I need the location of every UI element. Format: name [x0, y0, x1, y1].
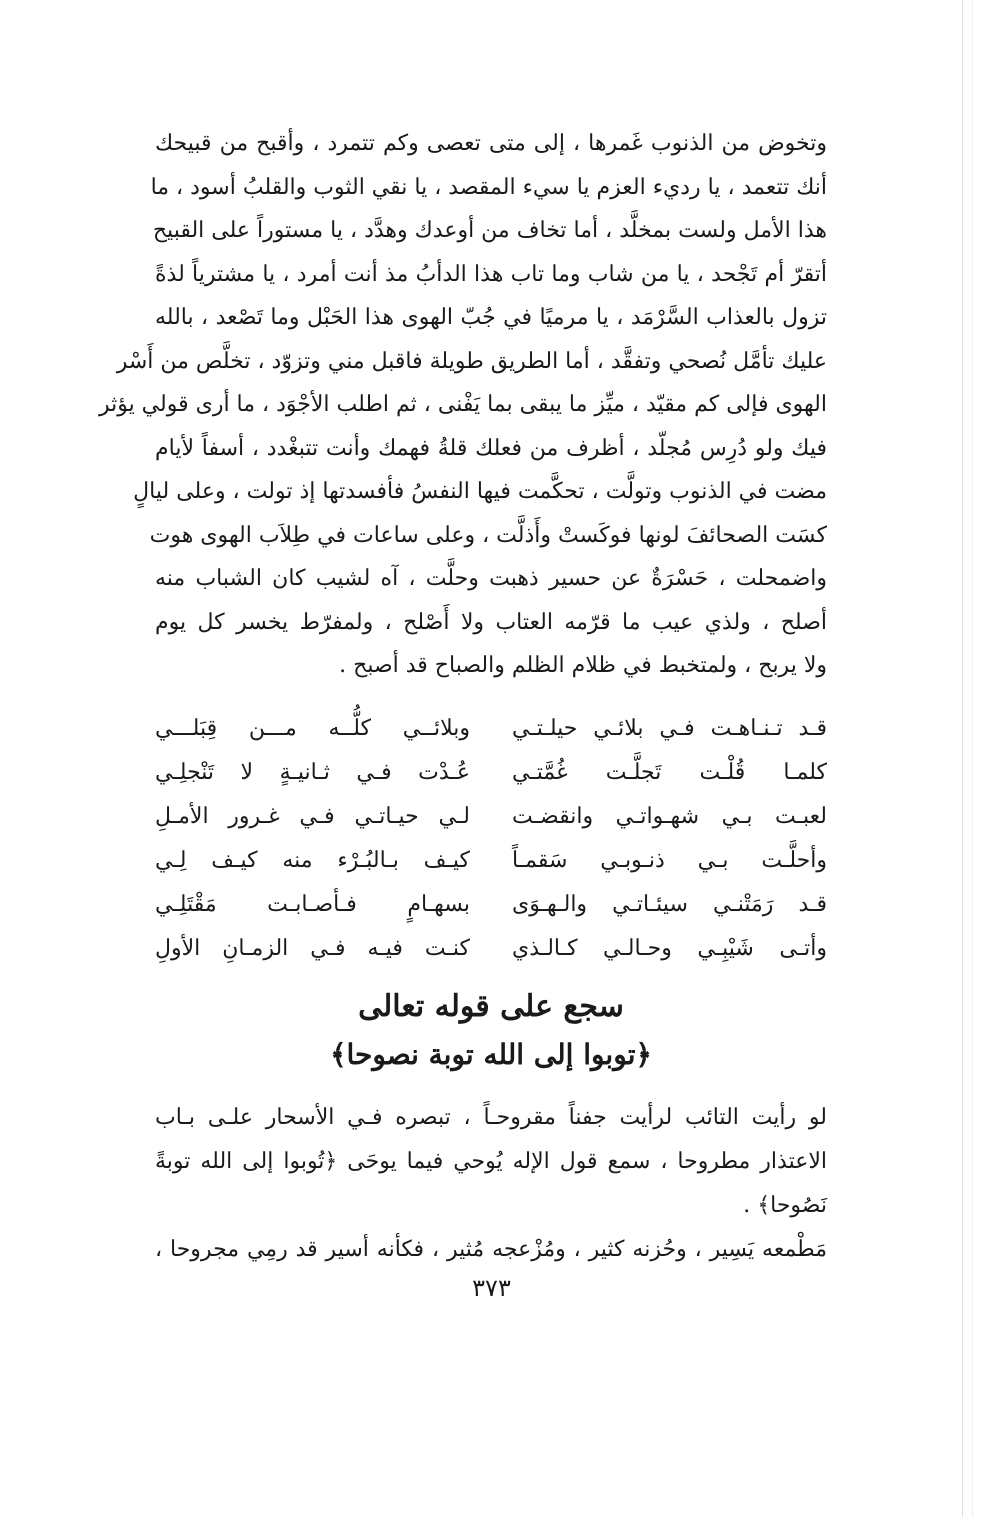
poem-first-hemistich: وأحلَّـت بـي ذنـوبـي سَقمـاً — [512, 847, 827, 873]
prose-line: هذا الأمل ولست بمخلَّد ، أما تخاف من أوعدك وهدَّد ، يا مستوراً على القبيح — [152, 218, 827, 243]
poem-second-hemistich: وبلائــي كلُّــه مـــن قِبَلـــي — [155, 715, 470, 741]
section-heading: سجع على قوله تعالى — [358, 989, 624, 1024]
poem-first-hemistich: وأتـى شَيْبِـي وحـالـي كـالـذي — [512, 935, 827, 961]
paragraph-line: مَطْمعه يَسِير ، وحُزنه كثير ، ومُزْعجه مُثير ، فكأنه أسير قد رمِي مجروحا ، — [155, 1237, 827, 1262]
poem-verse — [155, 882, 827, 926]
section-heading-verse: ﴿توبوا إلى الله توبة نصوحا﴾ — [330, 1038, 652, 1071]
prose-line: واضمحلت ، حَسْرَةٌ عن حسير ذهبت وحلَّت ، آه لشيب كان الشباب منه — [155, 566, 827, 591]
prose-line: كسَت الصحائفَ لونها فوكَستْ وأَذلَّت ، وعلى ساعات في طِلاَب الهوى هوت — [149, 522, 827, 548]
poem-first-hemistich: لعبـت بـي شهـواتـي وانقضـت — [512, 803, 827, 829]
prose-line: أنك تتعمد ، يا رديء العزم يا سيء المقصد ، يا نقي الثوب والقلبُ أسود ، ما — [150, 174, 827, 200]
poem-second-hemistich: عُـدْت فـي ثـانيـةٍ لا تَنْجلِـي — [155, 759, 470, 785]
poem-first-hemistich: قـد رَمَتْنـي سيئـاتـي والـهـوَى — [512, 891, 827, 917]
prose-line: عليك تأمَّل نُصحي وتفقَّد ، أما الطريق طويلة فاقبل مني وتزوّد ، تخلَّص من أَسْر — [116, 348, 827, 374]
poem-first-hemistich: قـد تـنـاهـت فـي بلائـي حيلـتـي — [512, 715, 827, 741]
page-number: ٣٧٣ — [472, 1274, 511, 1302]
prose-line: فيك ولو دُرِس مُجلّد ، أظرف من فعلك قلةُ فهمك وأنت تتبغْدد ، أسفاً لأيام — [155, 435, 827, 461]
poem-verse — [155, 750, 827, 794]
poem-second-hemistich: بسهـامٍ فـأصـابـت مَقْتَلِـي — [155, 891, 470, 917]
prose-line: أصلح ، ولذي عيب ما قرّمه العتاب ولا أَصْلح ، ولمفرّط يخسر كل يوم — [155, 609, 827, 635]
poem-verse — [155, 838, 827, 882]
poem-verse — [155, 706, 827, 750]
paragraph-line: الاعتذار مطروحا ، سمع قول الإله يُوحي فيما يوحَى ﴿تُوبوا إلى الله توبةً — [155, 1149, 827, 1174]
prose-line: مضت في الذنوب وتولَّت ، تحكَّمت فيها النفسُ فأفسدتها إذ تولت ، وعلى ليالٍ — [133, 479, 827, 504]
poem-second-hemistich: لـي حيـاتـي فـي غـرور الأمـلِ — [155, 803, 470, 829]
prose-line: وتخوض من الذنوب غَمرها ، إلى متى تعصى وكم تتمرد ، وأقبح من قبيحك — [155, 131, 827, 156]
prose-line: الهوى فإلى كم مقيّد ، ميِّز ما يبقى بما يَفْنى ، ثم اطلب الأجْوَد ، ما أرى قولي يؤثر — [98, 392, 827, 417]
poem-verse — [155, 794, 827, 838]
prose-line: تزول بالعذاب السَّرْمَد ، يا مرميًا في جُبّ الهوى هذا الحَبْل وما تَصْعد ، بالله — [155, 305, 827, 330]
paragraph-line: نَصُوحا﴾ . — [743, 1193, 827, 1218]
prose-line: أتقرّ أم تَجْحد ، يا من شاب وما تاب هذا الدأبُ مذ أنت أمرد ، يا مشترياً لذةً — [155, 261, 827, 287]
poem-second-hemistich: كنـت فيـه فـي الزمـانِ الأولِ — [155, 935, 470, 961]
poem-first-hemistich: كلمـا قُلْـت تَجلَّـت غُمَّتـي — [512, 759, 827, 785]
prose-line: ولا يربح ، ولمتخبط في ظلام الظلم والصباح قد أصبح . — [339, 653, 827, 678]
poem — [155, 706, 827, 970]
poem-verse — [155, 926, 827, 970]
paragraph-line: لو رأيت التائب لرأيت جفناً مقروحـاً ، تبصره فـي الأسحار علـى بـاب — [155, 1105, 827, 1130]
second-paragraph — [155, 1096, 827, 1272]
poem-second-hemistich: كيـف بـالبُـرْء منه كيـف لِـي — [155, 847, 470, 873]
prose-paragraph — [98, 122, 827, 688]
